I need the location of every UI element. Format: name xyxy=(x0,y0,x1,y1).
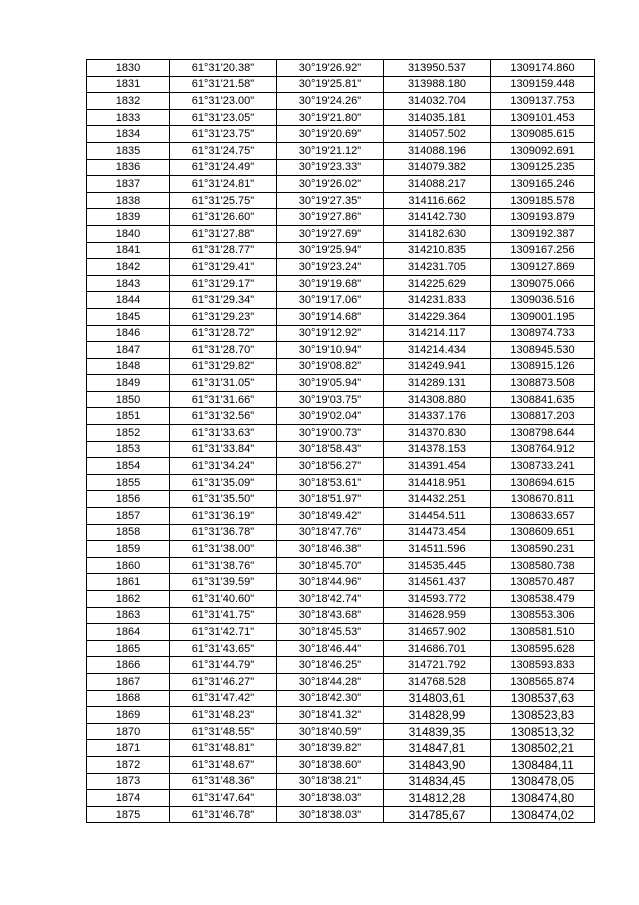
latitude-cell: 61°31'42.71" xyxy=(170,624,277,641)
longitude-cell: 30°18'56.27" xyxy=(277,458,384,475)
longitude-cell: 30°18'45.70" xyxy=(277,557,384,574)
point-number-cell: 1867 xyxy=(87,673,170,690)
x-coordinate-cell: 314843,90 xyxy=(384,756,491,773)
x-coordinate-cell: 314511.596 xyxy=(384,541,491,558)
y-coordinate-cell: 1308841.635 xyxy=(491,391,595,408)
y-coordinate-cell: 1308513,32 xyxy=(491,723,595,740)
longitude-cell: 30°18'38.03" xyxy=(277,806,384,823)
longitude-cell: 30°18'45.53" xyxy=(277,624,384,641)
y-coordinate-cell: 1308538.479 xyxy=(491,591,595,608)
longitude-cell: 30°18'44.28" xyxy=(277,673,384,690)
x-coordinate-cell: 313988.180 xyxy=(384,76,491,93)
x-coordinate-cell: 314337.176 xyxy=(384,408,491,425)
x-coordinate-cell: 314839,35 xyxy=(384,723,491,740)
point-number-cell: 1866 xyxy=(87,657,170,674)
y-coordinate-cell: 1308873.508 xyxy=(491,375,595,392)
x-coordinate-cell: 314847,81 xyxy=(384,740,491,757)
table-row xyxy=(87,441,595,458)
point-number-cell: 1834 xyxy=(87,126,170,143)
x-coordinate-cell: 314721.792 xyxy=(384,657,491,674)
y-coordinate-cell: 1308474,02 xyxy=(491,806,595,823)
y-coordinate-cell: 1308915.126 xyxy=(491,358,595,375)
longitude-cell: 30°19'14.68" xyxy=(277,308,384,325)
table-row xyxy=(87,740,595,757)
y-coordinate-cell: 1308581.510 xyxy=(491,624,595,641)
point-number-cell: 1862 xyxy=(87,591,170,608)
longitude-cell: 30°18'44.96" xyxy=(277,574,384,591)
x-coordinate-cell: 314812,28 xyxy=(384,790,491,807)
x-coordinate-cell: 314803,61 xyxy=(384,690,491,707)
longitude-cell: 30°18'42.30" xyxy=(277,690,384,707)
latitude-cell: 61°31'32.56" xyxy=(170,408,277,425)
x-coordinate-cell: 314378.153 xyxy=(384,441,491,458)
point-number-cell: 1855 xyxy=(87,474,170,491)
y-coordinate-cell: 1308670.811 xyxy=(491,491,595,508)
longitude-cell: 30°18'46.44" xyxy=(277,640,384,657)
x-coordinate-cell: 314142.730 xyxy=(384,209,491,226)
longitude-cell: 30°19'23.33" xyxy=(277,159,384,176)
latitude-cell: 61°31'38.76" xyxy=(170,557,277,574)
y-coordinate-cell: 1309159.448 xyxy=(491,76,595,93)
point-number-cell: 1846 xyxy=(87,325,170,342)
x-coordinate-cell: 314088.217 xyxy=(384,176,491,193)
point-number-cell: 1861 xyxy=(87,574,170,591)
x-coordinate-cell: 314229.364 xyxy=(384,308,491,325)
y-coordinate-cell: 1309101.453 xyxy=(491,109,595,126)
point-number-cell: 1860 xyxy=(87,557,170,574)
x-coordinate-cell: 314768.528 xyxy=(384,673,491,690)
y-coordinate-cell: 1308694.615 xyxy=(491,474,595,491)
coordinates-table xyxy=(86,59,595,823)
latitude-cell: 61°31'29.34" xyxy=(170,292,277,309)
longitude-cell: 30°18'46.38" xyxy=(277,541,384,558)
latitude-cell: 61°31'28.77" xyxy=(170,242,277,259)
point-number-cell: 1836 xyxy=(87,159,170,176)
x-coordinate-cell: 314308.880 xyxy=(384,391,491,408)
table-row xyxy=(87,209,595,226)
longitude-cell: 30°19'26.02" xyxy=(277,176,384,193)
table-row xyxy=(87,76,595,93)
table-row xyxy=(87,225,595,242)
point-number-cell: 1873 xyxy=(87,773,170,790)
latitude-cell: 61°31'29.23" xyxy=(170,308,277,325)
x-coordinate-cell: 314035.181 xyxy=(384,109,491,126)
latitude-cell: 61°31'48.55" xyxy=(170,723,277,740)
y-coordinate-cell: 1308553.306 xyxy=(491,607,595,624)
table-row xyxy=(87,325,595,342)
longitude-cell: 30°18'49.42" xyxy=(277,508,384,525)
longitude-cell: 30°19'25.94" xyxy=(277,242,384,259)
longitude-cell: 30°18'38.03" xyxy=(277,790,384,807)
point-number-cell: 1868 xyxy=(87,690,170,707)
longitude-cell: 30°19'24.26" xyxy=(277,93,384,110)
latitude-cell: 61°31'46.27" xyxy=(170,673,277,690)
table-row xyxy=(87,192,595,209)
point-number-cell: 1859 xyxy=(87,541,170,558)
y-coordinate-cell: 1308974.733 xyxy=(491,325,595,342)
point-number-cell: 1870 xyxy=(87,723,170,740)
point-number-cell: 1832 xyxy=(87,93,170,110)
latitude-cell: 61°31'36.78" xyxy=(170,524,277,541)
longitude-cell: 30°18'42.74" xyxy=(277,591,384,608)
table-row xyxy=(87,93,595,110)
longitude-cell: 30°18'51.97" xyxy=(277,491,384,508)
table-row xyxy=(87,806,595,823)
latitude-cell: 61°31'47.42" xyxy=(170,690,277,707)
latitude-cell: 61°31'33.63" xyxy=(170,425,277,442)
table-row xyxy=(87,607,595,624)
y-coordinate-cell: 1308478,05 xyxy=(491,773,595,790)
y-coordinate-cell: 1309165.246 xyxy=(491,176,595,193)
point-number-cell: 1874 xyxy=(87,790,170,807)
x-coordinate-cell: 314231.705 xyxy=(384,259,491,276)
x-coordinate-cell: 314370.830 xyxy=(384,425,491,442)
table-row xyxy=(87,159,595,176)
y-coordinate-cell: 1308595.628 xyxy=(491,640,595,657)
latitude-cell: 61°31'21.58" xyxy=(170,76,277,93)
table-row xyxy=(87,242,595,259)
latitude-cell: 61°31'39.59" xyxy=(170,574,277,591)
y-coordinate-cell: 1308817.203 xyxy=(491,408,595,425)
point-number-cell: 1852 xyxy=(87,425,170,442)
longitude-cell: 30°19'03.75" xyxy=(277,391,384,408)
latitude-cell: 61°31'33.84" xyxy=(170,441,277,458)
y-coordinate-cell: 1309125.235 xyxy=(491,159,595,176)
longitude-cell: 30°19'17.06" xyxy=(277,292,384,309)
y-coordinate-cell: 1309036.516 xyxy=(491,292,595,309)
latitude-cell: 61°31'28.72" xyxy=(170,325,277,342)
latitude-cell: 61°31'35.09" xyxy=(170,474,277,491)
table-row xyxy=(87,591,595,608)
y-coordinate-cell: 1308633.657 xyxy=(491,508,595,525)
y-coordinate-cell: 1308570.487 xyxy=(491,574,595,591)
point-number-cell: 1847 xyxy=(87,342,170,359)
table-row xyxy=(87,308,595,325)
table-row xyxy=(87,690,595,707)
y-coordinate-cell: 1308593.833 xyxy=(491,657,595,674)
longitude-cell: 30°19'08.82" xyxy=(277,358,384,375)
table-row xyxy=(87,109,595,126)
point-number-cell: 1872 xyxy=(87,756,170,773)
y-coordinate-cell: 1308580.738 xyxy=(491,557,595,574)
point-number-cell: 1857 xyxy=(87,508,170,525)
y-coordinate-cell: 1308537,63 xyxy=(491,690,595,707)
table-row xyxy=(87,541,595,558)
point-number-cell: 1850 xyxy=(87,391,170,408)
y-coordinate-cell: 1308764.912 xyxy=(491,441,595,458)
point-number-cell: 1845 xyxy=(87,308,170,325)
latitude-cell: 61°31'43.65" xyxy=(170,640,277,657)
longitude-cell: 30°18'43.68" xyxy=(277,607,384,624)
longitude-cell: 30°18'39.82" xyxy=(277,740,384,757)
y-coordinate-cell: 1309137.753 xyxy=(491,93,595,110)
table-row xyxy=(87,790,595,807)
x-coordinate-cell: 314210.835 xyxy=(384,242,491,259)
x-coordinate-cell: 314657.902 xyxy=(384,624,491,641)
point-number-cell: 1863 xyxy=(87,607,170,624)
latitude-cell: 61°31'27.88" xyxy=(170,225,277,242)
point-number-cell: 1875 xyxy=(87,806,170,823)
y-coordinate-cell: 1308484,11 xyxy=(491,756,595,773)
table-row xyxy=(87,474,595,491)
y-coordinate-cell: 1309167.256 xyxy=(491,242,595,259)
x-coordinate-cell: 314079.382 xyxy=(384,159,491,176)
point-number-cell: 1848 xyxy=(87,358,170,375)
longitude-cell: 30°19'27.35" xyxy=(277,192,384,209)
latitude-cell: 61°31'48.23" xyxy=(170,707,277,724)
table-row xyxy=(87,574,595,591)
table-row xyxy=(87,673,595,690)
x-coordinate-cell: 314418.951 xyxy=(384,474,491,491)
x-coordinate-cell: 314391.454 xyxy=(384,458,491,475)
latitude-cell: 61°31'23.75" xyxy=(170,126,277,143)
longitude-cell: 30°19'20.69" xyxy=(277,126,384,143)
latitude-cell: 61°31'24.81" xyxy=(170,176,277,193)
y-coordinate-cell: 1308798.644 xyxy=(491,425,595,442)
latitude-cell: 61°31'47.64" xyxy=(170,790,277,807)
point-number-cell: 1864 xyxy=(87,624,170,641)
x-coordinate-cell: 314834,45 xyxy=(384,773,491,790)
y-coordinate-cell: 1309085.615 xyxy=(491,126,595,143)
y-coordinate-cell: 1308733.241 xyxy=(491,458,595,475)
x-coordinate-cell: 314785,67 xyxy=(384,806,491,823)
table-row xyxy=(87,707,595,724)
x-coordinate-cell: 313950.537 xyxy=(384,60,491,77)
point-number-cell: 1830 xyxy=(87,60,170,77)
table-row xyxy=(87,408,595,425)
latitude-cell: 61°31'29.41" xyxy=(170,259,277,276)
point-number-cell: 1844 xyxy=(87,292,170,309)
table-row xyxy=(87,275,595,292)
latitude-cell: 61°31'28.70" xyxy=(170,342,277,359)
y-coordinate-cell: 1308590.231 xyxy=(491,541,595,558)
latitude-cell: 61°31'31.05" xyxy=(170,375,277,392)
longitude-cell: 30°18'58.43" xyxy=(277,441,384,458)
point-number-cell: 1840 xyxy=(87,225,170,242)
x-coordinate-cell: 314088.196 xyxy=(384,142,491,159)
point-number-cell: 1839 xyxy=(87,209,170,226)
y-coordinate-cell: 1309127.869 xyxy=(491,259,595,276)
x-coordinate-cell: 314225.629 xyxy=(384,275,491,292)
y-coordinate-cell: 1308502,21 xyxy=(491,740,595,757)
longitude-cell: 30°19'19.68" xyxy=(277,275,384,292)
latitude-cell: 61°31'48.67" xyxy=(170,756,277,773)
table-row xyxy=(87,640,595,657)
table-row xyxy=(87,524,595,541)
x-coordinate-cell: 314231.833 xyxy=(384,292,491,309)
point-number-cell: 1853 xyxy=(87,441,170,458)
table-row xyxy=(87,391,595,408)
point-number-cell: 1869 xyxy=(87,707,170,724)
point-number-cell: 1838 xyxy=(87,192,170,209)
x-coordinate-cell: 314249.941 xyxy=(384,358,491,375)
latitude-cell: 61°31'34.24" xyxy=(170,458,277,475)
longitude-cell: 30°19'21.80" xyxy=(277,109,384,126)
x-coordinate-cell: 314214.434 xyxy=(384,342,491,359)
point-number-cell: 1842 xyxy=(87,259,170,276)
point-number-cell: 1871 xyxy=(87,740,170,757)
point-number-cell: 1843 xyxy=(87,275,170,292)
latitude-cell: 61°31'41.75" xyxy=(170,607,277,624)
y-coordinate-cell: 1309001.195 xyxy=(491,308,595,325)
x-coordinate-cell: 314561.437 xyxy=(384,574,491,591)
longitude-cell: 30°19'26.92" xyxy=(277,60,384,77)
latitude-cell: 61°31'48.36" xyxy=(170,773,277,790)
table-row xyxy=(87,657,595,674)
table-row xyxy=(87,259,595,276)
longitude-cell: 30°19'27.69" xyxy=(277,225,384,242)
latitude-cell: 61°31'44.79" xyxy=(170,657,277,674)
longitude-cell: 30°19'12.92" xyxy=(277,325,384,342)
x-coordinate-cell: 314828,99 xyxy=(384,707,491,724)
point-number-cell: 1858 xyxy=(87,524,170,541)
y-coordinate-cell: 1309092.691 xyxy=(491,142,595,159)
table-row xyxy=(87,176,595,193)
latitude-cell: 61°31'29.82" xyxy=(170,358,277,375)
y-coordinate-cell: 1308609.651 xyxy=(491,524,595,541)
latitude-cell: 61°31'48.81" xyxy=(170,740,277,757)
longitude-cell: 30°19'00.73" xyxy=(277,425,384,442)
x-coordinate-cell: 314593.772 xyxy=(384,591,491,608)
table-row xyxy=(87,624,595,641)
table-row xyxy=(87,60,595,77)
longitude-cell: 30°18'38.21" xyxy=(277,773,384,790)
table-row xyxy=(87,375,595,392)
point-number-cell: 1831 xyxy=(87,76,170,93)
latitude-cell: 61°31'24.49" xyxy=(170,159,277,176)
latitude-cell: 61°31'25.75" xyxy=(170,192,277,209)
longitude-cell: 30°18'40.59" xyxy=(277,723,384,740)
longitude-cell: 30°19'25.81" xyxy=(277,76,384,93)
longitude-cell: 30°19'05.94" xyxy=(277,375,384,392)
longitude-cell: 30°19'10.94" xyxy=(277,342,384,359)
longitude-cell: 30°19'02.04" xyxy=(277,408,384,425)
y-coordinate-cell: 1309192.387 xyxy=(491,225,595,242)
x-coordinate-cell: 314032.704 xyxy=(384,93,491,110)
point-number-cell: 1833 xyxy=(87,109,170,126)
x-coordinate-cell: 314182.630 xyxy=(384,225,491,242)
longitude-cell: 30°19'27.86" xyxy=(277,209,384,226)
latitude-cell: 61°31'35.50" xyxy=(170,491,277,508)
table-row xyxy=(87,126,595,143)
x-coordinate-cell: 314057.502 xyxy=(384,126,491,143)
y-coordinate-cell: 1309174.860 xyxy=(491,60,595,77)
latitude-cell: 61°31'38.00" xyxy=(170,541,277,558)
longitude-cell: 30°19'23.24" xyxy=(277,259,384,276)
latitude-cell: 61°31'40.60" xyxy=(170,591,277,608)
point-number-cell: 1837 xyxy=(87,176,170,193)
y-coordinate-cell: 1308474,80 xyxy=(491,790,595,807)
point-number-cell: 1856 xyxy=(87,491,170,508)
y-coordinate-cell: 1309185.578 xyxy=(491,192,595,209)
longitude-cell: 30°19'21.12" xyxy=(277,142,384,159)
table-row xyxy=(87,458,595,475)
x-coordinate-cell: 314686.701 xyxy=(384,640,491,657)
longitude-cell: 30°18'46.25" xyxy=(277,657,384,674)
x-coordinate-cell: 314454.511 xyxy=(384,508,491,525)
table-row xyxy=(87,756,595,773)
y-coordinate-cell: 1308565.874 xyxy=(491,673,595,690)
y-coordinate-cell: 1308523,83 xyxy=(491,707,595,724)
table-row xyxy=(87,142,595,159)
longitude-cell: 30°18'38.60" xyxy=(277,756,384,773)
x-coordinate-cell: 314473.454 xyxy=(384,524,491,541)
latitude-cell: 61°31'26.60" xyxy=(170,209,277,226)
y-coordinate-cell: 1308945.530 xyxy=(491,342,595,359)
y-coordinate-cell: 1309075.066 xyxy=(491,275,595,292)
x-coordinate-cell: 314628.959 xyxy=(384,607,491,624)
point-number-cell: 1851 xyxy=(87,408,170,425)
x-coordinate-cell: 314432.251 xyxy=(384,491,491,508)
x-coordinate-cell: 314116.662 xyxy=(384,192,491,209)
point-number-cell: 1849 xyxy=(87,375,170,392)
latitude-cell: 61°31'36.19" xyxy=(170,508,277,525)
table-row xyxy=(87,773,595,790)
point-number-cell: 1835 xyxy=(87,142,170,159)
x-coordinate-cell: 314289.131 xyxy=(384,375,491,392)
table-row xyxy=(87,508,595,525)
point-number-cell: 1854 xyxy=(87,458,170,475)
table-row xyxy=(87,425,595,442)
coordinates-table-body xyxy=(87,60,595,823)
latitude-cell: 61°31'29.17" xyxy=(170,275,277,292)
latitude-cell: 61°31'23.00" xyxy=(170,93,277,110)
latitude-cell: 61°31'20.38" xyxy=(170,60,277,77)
table-row xyxy=(87,342,595,359)
table-row xyxy=(87,358,595,375)
longitude-cell: 30°18'53.61" xyxy=(277,474,384,491)
table-row xyxy=(87,491,595,508)
latitude-cell: 61°31'23.05" xyxy=(170,109,277,126)
table-row xyxy=(87,292,595,309)
latitude-cell: 61°31'31.66" xyxy=(170,391,277,408)
point-number-cell: 1865 xyxy=(87,640,170,657)
point-number-cell: 1841 xyxy=(87,242,170,259)
longitude-cell: 30°18'41.32" xyxy=(277,707,384,724)
longitude-cell: 30°18'47.76" xyxy=(277,524,384,541)
table-row xyxy=(87,723,595,740)
y-coordinate-cell: 1309193.879 xyxy=(491,209,595,226)
latitude-cell: 61°31'24.75" xyxy=(170,142,277,159)
x-coordinate-cell: 314214.117 xyxy=(384,325,491,342)
table-row xyxy=(87,557,595,574)
x-coordinate-cell: 314535.445 xyxy=(384,557,491,574)
latitude-cell: 61°31'46.78" xyxy=(170,806,277,823)
